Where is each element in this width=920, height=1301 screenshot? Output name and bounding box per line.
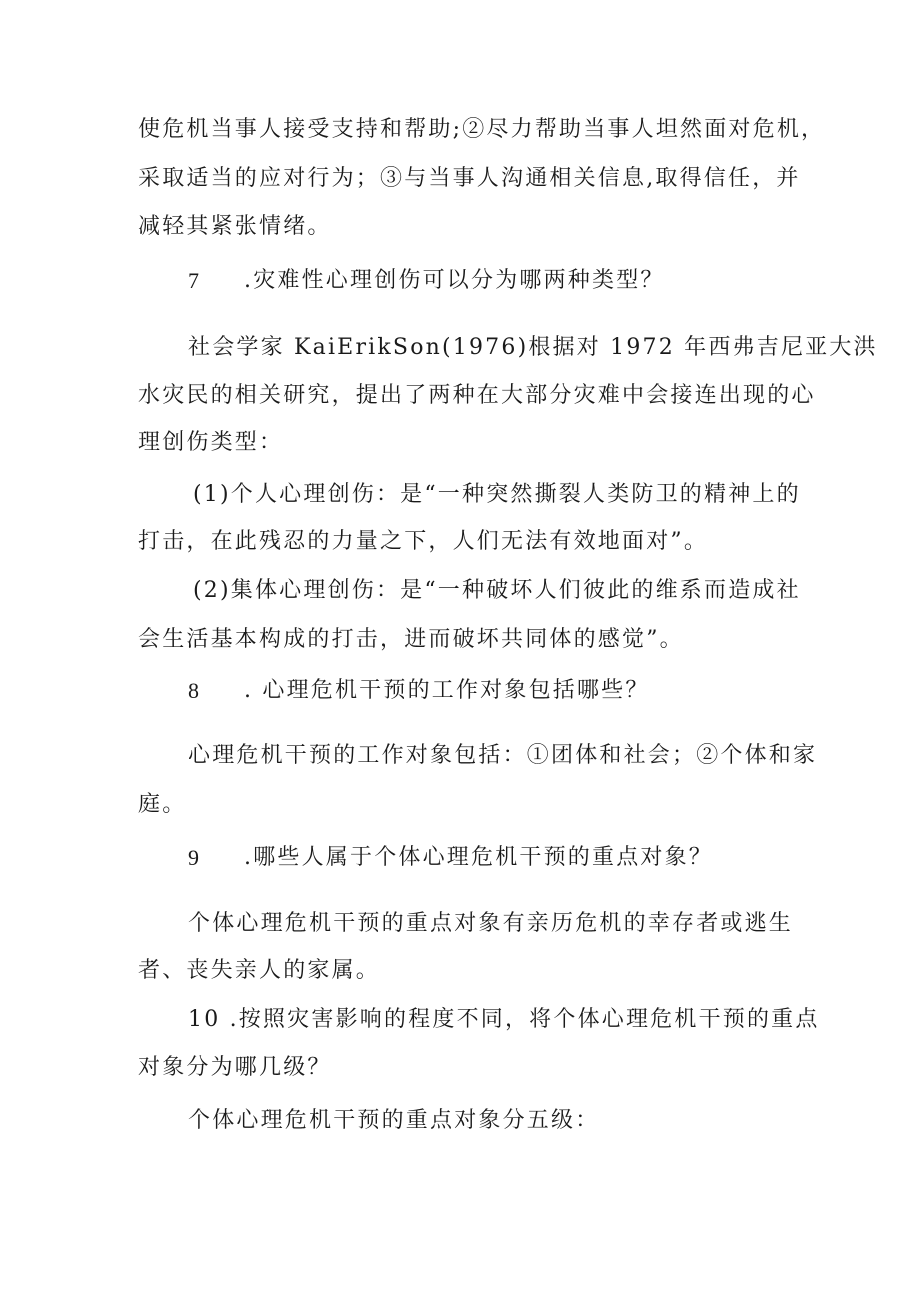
question-heading: 10 .按照灾害影响的程度不同，将个体心理危机干预的重点 (188, 1007, 820, 1032)
question-heading: .灾难性心理创伤可以分为哪两种类型？ (244, 268, 665, 293)
question-heading: 对象分为哪几级？ (138, 1055, 332, 1080)
question-number: 7 (188, 268, 199, 293)
text-line: 水灾民的相关研究，提出了两种在大部分灾难中会接连出现的心 (138, 383, 816, 408)
text-line: 社会学家 KaiErikSon(1976)根据对 1972 年西弗吉尼亚大洪 (188, 335, 878, 360)
text-line: (2)集体心理创伤：是“一种破坏人们彼此的维系而造成社 (193, 578, 801, 603)
text-line: 减轻其紧张情绪。 (138, 214, 332, 239)
question-heading: .哪些人属于个体心理危机干预的重点对象？ (244, 845, 713, 870)
text-line: 庭。 (138, 792, 187, 817)
question-number: 9 (188, 845, 199, 870)
text-line: 使危机当事人接受支持和帮助;②尽力帮助当事人坦然面对危机， (138, 117, 826, 142)
text-line: 者、丧失亲人的家属。 (138, 958, 381, 983)
text-line: 采取适当的应对行为；③与当事人沟通相关信息,取得信任，并 (138, 166, 801, 191)
question-number: 8 (188, 678, 199, 703)
text-line: 打击，在此残忍的力量之下，人们无法有效地面对”。 (138, 529, 709, 554)
text-line: 个体心理危机干预的重点对象分五级： (188, 1108, 600, 1133)
text-line: 个体心理危机干预的重点对象有亲历危机的幸存者或逃生 (188, 911, 794, 936)
text-line: 心理危机干预的工作对象包括：①团体和社会；②个体和家 (188, 743, 818, 768)
text-line: (1)个人心理创伤：是“一种突然撕裂人类防卫的精神上的 (193, 482, 801, 507)
question-heading: . 心理危机干预的工作对象包括哪些？ (244, 678, 650, 703)
text-line: 理创伤类型： (138, 430, 284, 455)
text-line: 会生活基本构成的打击，进而破坏共同体的感觉”。 (138, 627, 684, 652)
